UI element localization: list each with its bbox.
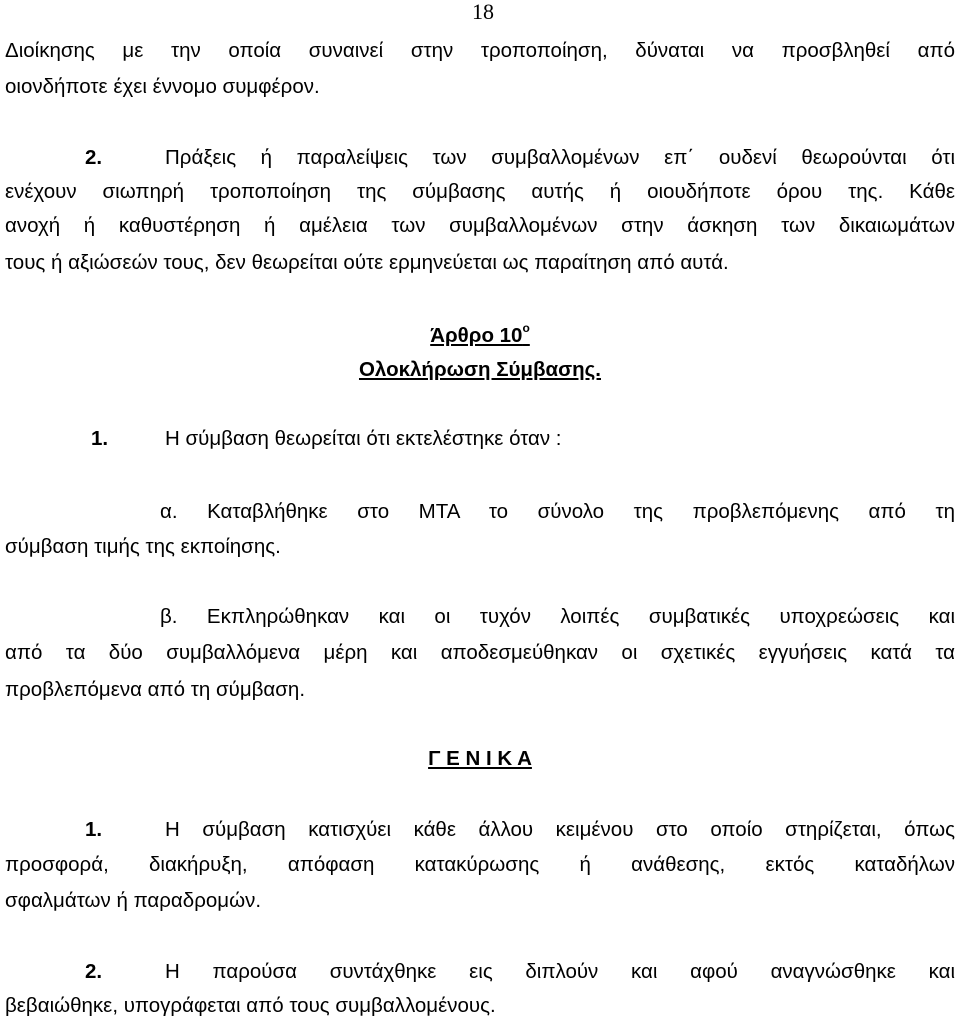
text-line: σφαλμάτων ή παραδρομών.: [5, 889, 262, 912]
article-heading: [0, 321, 960, 351]
item-text: Η σύμβαση θεωρείται ότι εκτελέστηκε όταν :: [165, 427, 562, 450]
text-line: α. Καταβλήθηκε στο ΜΤΑ το σύνολο της προβλεπόμενης από τη: [160, 500, 955, 523]
text-line: Διοίκησης με την οποία συναινεί στην τροποποίηση, δύναται να προσβληθεί από: [5, 39, 955, 62]
text-line: β. Εκπληρώθηκαν και οι τυχόν λοιπές συμβατικές υποχρεώσεις και: [160, 605, 955, 628]
text-line: οιονδήποτε έχει έννομο συμφέρον.: [5, 75, 320, 98]
text-line: βεβαιώθηκε, υπογράφεται από τους συμβαλλομένους.: [5, 994, 496, 1017]
paragraph-number: 2.: [85, 146, 103, 169]
item-first-line: Η παρούσα συντάχθηκε εις διπλούν και αφού αναγνώσθηκε και: [165, 960, 955, 983]
text-line: προσφορά, διακήρυξη, απόφαση κατακύρωσης ή ανάθεσης, εκτός καταδήλων: [5, 853, 955, 876]
page-number: 18: [472, 0, 494, 24]
item-number: 1.: [91, 427, 109, 450]
article-title: Ολοκλήρωση Σύμβασης.: [358, 358, 601, 381]
text-line: ανοχή ή καθυστέρηση ή αμέλεια των συμβαλλομένων στην άσκηση των δικαιωμάτων: [5, 214, 955, 237]
item-number: 1.: [85, 818, 103, 841]
paragraph-first-line: Πράξεις ή παραλείψεις των συμβαλλομένων επ΄ ουδενί θεωρούνται ότι: [165, 146, 955, 169]
text-line: σύμβαση τιμής της εκποίησης.: [5, 535, 281, 558]
text-line: [5, 957, 955, 987]
text-line: [5, 815, 955, 845]
text-line: από τα δύο συμβαλλόμενα μέρη και αποδεσμεύθηκαν οι σχετικές εγγυήσεις κατά τα: [5, 641, 955, 664]
list-item-1: [5, 424, 955, 454]
item-number: 2.: [85, 960, 103, 983]
text-line: [5, 143, 955, 173]
section-heading: Γ Ε Ν Ι Κ Α: [428, 747, 532, 770]
text-line: τους ή αξιώσεών τους, δεν θεωρείται ούτε ερμηνεύεται ως παραίτηση από αυτά.: [5, 251, 729, 274]
item-first-line: Η σύμβαση κατισχύει κάθε άλλου κειμένου στο οποίο στηρίζεται, όπως: [165, 818, 955, 841]
article-heading-superscript: ο: [522, 321, 530, 336]
text-line: προβλεπόμενα από τη σύμβαση.: [5, 678, 306, 701]
article-heading-text: Άρθρο 10: [430, 324, 523, 347]
text-line: ενέχουν σιωπηρή τροποποίηση της σύμβασης αυτής ή οιουδήποτε όρου της. Κάθε: [5, 180, 955, 203]
